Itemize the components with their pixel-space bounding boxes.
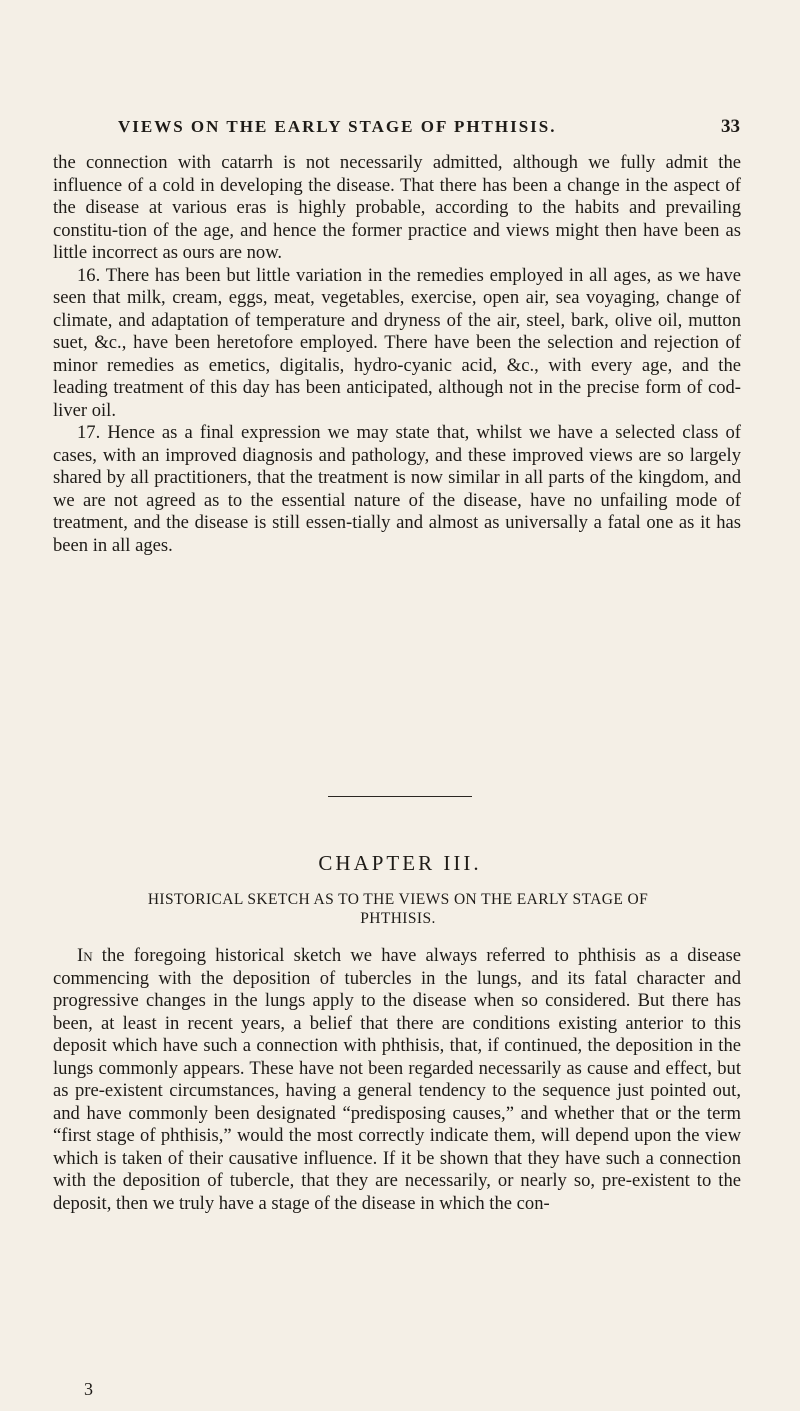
chapter-subtitle-line-1: HISTORICAL SKETCH AS TO THE VIEWS ON THE EARLY STAGE OF — [147, 891, 649, 908]
chapter-opening-paragraph — [53, 945, 741, 1215]
paragraph-16: 16. There has been but little variation in the remedies employed in all ages, as we have seen that milk, cream, eggs, meat, vegetables, exercise, open air, sea voyaging, change of climate, and adaptation of temperature and dryness of the air, steel, bark, olive oil, mutton suet, &c., have been heretofore employed. There have been the selection and rejection of minor remedies as emetics, digitalis, hydro-cyanic acid, &c., with every age, and the leading treatment of this day has been anticipated, although not in the precise form of cod-liver oil. — [53, 264, 741, 421]
chapter-heading: CHAPTER III. — [318, 851, 482, 875]
text-block-top — [53, 152, 741, 557]
running-title: VIEWS ON THE EARLY STAGE OF PHTHISIS. — [118, 117, 557, 136]
chapter-subtitle — [53, 891, 743, 928]
chapter-subtitle-line-2: PHTHISIS. — [360, 909, 436, 927]
chapter-body-text: the foregoing historical sketch we have always referred to phthisis as a disease commencing with the deposition of tubercles in the lungs, and its fatal character and progressive changes in the lungs apply to the disease when so considered. But there has been, at least in recent years, a belief that there are conditions existing anterior to this deposit which have such a connection with phthisis, that, if continued, the deposition in the lungs commonly appears. These have not been regarded necessarily as cause and effect, but as pre-existent circumstances, having a general tendency to the sequence just pointed out, and have commonly been designated “predisposing causes,” and whether that or the term “first stage of phthisis,” would the most correctly indicate them, will depend upon the view which is taken of their causative influence. If it be shown that they have such a connection with the deposition of tubercle, that they are necessarily, or nearly so, pre-existent to the deposit, then we truly have a stage of the disease in which the con- — [53, 945, 741, 1214]
paragraph-continued: the connection with catarrh is not necessarily admitted, although we fully admit the influence of a cold in developing the disease. That there has been a change in the aspect of the disease at various eras is highly probable, according to the habits and prevailing constitu-tion of the age, and hence the former practice and views might then have been as little incorrect as ours are now. — [53, 152, 741, 263]
lead-word: In — [77, 945, 93, 966]
text-block-chapter — [53, 945, 741, 1215]
page-number: 33 — [721, 116, 740, 137]
paragraph-17: 17. Hence as a final expression we may state that, whilst we have a selected class of cases, with an improved diagnosis and pathology, and these improved views are so largely shared by all practitioners, that the treatment is now similar in all parts of the kingdom, and we are not agreed as to the essential nature of the disease, have no unfailing mode of treatment, and the disease is still essen-tially and almost as universally a fatal one as it has been in all ages. — [53, 422, 741, 556]
signature-mark: 3 — [84, 1379, 93, 1399]
running-head — [90, 117, 740, 141]
section-divider — [328, 796, 472, 797]
